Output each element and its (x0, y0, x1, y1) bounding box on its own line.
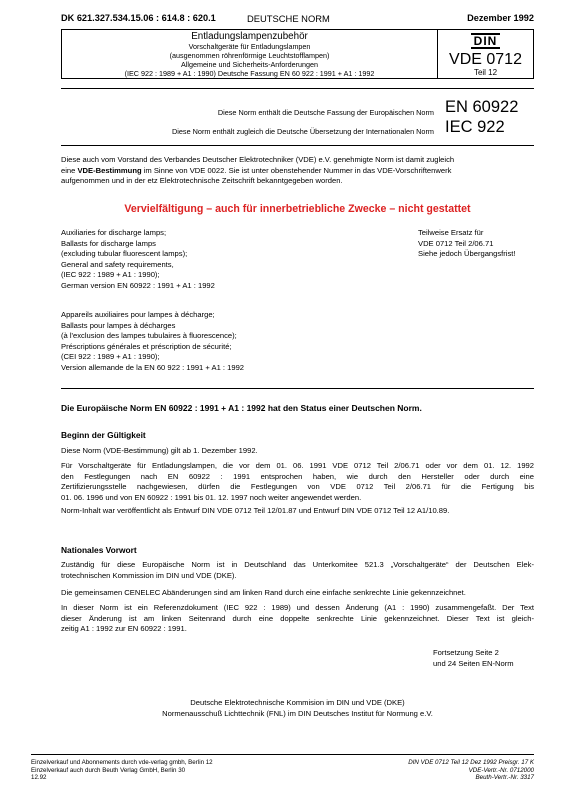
footer-line (31, 754, 534, 755)
classification-number: DK 621.327.534.15.06 : 614.8 : 620.1 (61, 13, 216, 23)
norm-statement-iec: Diese Norm enthält zugleich die Deutsche Übersetzung der Internationalen Norm (171, 127, 434, 136)
din-logo: DIN (471, 33, 501, 49)
document-title: Entladungslampenzubehör (191, 31, 308, 42)
copy-notice: Vervielfältigung – auch für innerbetriebliche Zwecke – nicht gestattet (124, 203, 471, 215)
title-box (61, 29, 534, 79)
foreword-heading: Nationales Vorwort (61, 545, 137, 555)
separator-line (61, 145, 534, 146)
norm-code-iec: IEC 922 (445, 118, 505, 136)
footer-sales-info: Einzelverkauf und Abonnements durch vde-verlag gmbh, Berlin 12 Einzelverkauf auch durch Beuth Verlag GmbH, Berlin 30 12.92 (31, 759, 213, 782)
norm-code-en: EN 60922 (445, 98, 519, 116)
replacement-note: Teilweise Ersatz für VDE 0712 Teil 2/06.71 Siehe jedoch Übergangsfrist! (418, 228, 516, 259)
status-statement: Die Europäische Norm EN 60922 : 1991 + A1 : 1992 hat den Status einer Deutschen Norm. (61, 403, 422, 413)
validity-paragraph-2: Für Vorschaltgeräte für Entladungslampen, die vor dem 01. 06. 1991 VDE 0712 Teil 2/06.71 oder vor dem 01. 12. 1992 den Festlegungen nach EN 60922 : 1991 entsprochen haben, wie durch den Hersteller oder durch eine Zertifizierungsstelle nachgewiesen, dürfen die Festlegungen von VDE 0712 Teil 2/06.71 für die Fertigung bis 01. 06. 1996 und von EN 60922 : 1991 bis 01. 12. 1997 noch weiter angewendet werden. (61, 461, 534, 502)
continuation-note: Fortsetzung Seite 2 und 24 Seiten EN-Norm (433, 648, 514, 668)
vde-number: VDE 0712 (449, 51, 522, 68)
separator-line (61, 388, 534, 389)
foreword-paragraph-2: Die gemeinsamen CENELEC Abänderungen sind am linken Rand durch eine einfache senkrechte Linie gekennzeichnet. (61, 588, 466, 597)
footer-order-info: DIN VDE 0712 Teil 12 Dez 1992 Preisgr. 17 K VDE-Vertr.-Nr. 0712000 Beuth-Vertr.-Nr. 3317 (408, 759, 534, 782)
part-number: Teil 12 (473, 68, 498, 77)
issue-date: Dezember 1992 (467, 13, 534, 23)
norm-statement-en: Diese Norm enthält die Deutsche Fassung der Europäischen Norm (217, 108, 434, 117)
validity-heading: Beginn der Gültigkeit (61, 430, 146, 440)
din-vde-box (438, 30, 533, 78)
french-title: Appareils auxiliaires pour lampes à décharge; Ballasts pour lampes à décharges (à l'exclusion des lampes tubulaires à fluorescence); Préscriptions générales et préscription de sécurité; (CEI 922 : 1989 + A1 : 1990); Version allemande de la EN 60 922 : 1991 + A1 : 1992 (61, 310, 245, 372)
english-title: Auxiliaries for discharge lamps; Ballasts for discharge lamps (excluding tubular fluorescent lamps); General and safety requirements, (IEC 922 : 1989 + A1 : 1990); German version EN 60922 : 1991 + A1 : 1992 (61, 228, 215, 290)
validity-paragraph-1: Diese Norm (VDE-Bestimmung) gilt ab 1. Dezember 1992. (61, 446, 258, 455)
foreword-paragraph-3: In dieser Norm ist ein Referenzdokument (IEC 922 : 1989) und dessen Änderung (A1 : 1990) zusammengefaßt. Der Text dieser Änderung ist am linken Seitenrand durch eine doppelte senkrechte Linie gekennzeichnet. Dieser Text ist gleich- zeitig A1 : 1992 zur EN 60922 : 1991. (61, 603, 534, 634)
separator-line (61, 88, 534, 89)
issuing-body: Deutsche Elektrotechnische Kommision im DIN und VDE (DKE) Normenausschuß Lichttechnik (FNL) im DIN Deutsches Institut für Normung e.V. (162, 698, 433, 718)
document-subtitle: Vorschaltgeräte für Entladungslampen (ausgenommen röhrenförmige Leuchtstofflampen) Allgemeine und Sicherheits-Anforderungen (IEC 922 : 1989 + A1 : 1990) Deutsche Fassung EN 60 922 : 1991 + A1 : 1992 (124, 42, 375, 78)
norm-type: DEUTSCHE NORM (247, 13, 330, 24)
intro-paragraph: Diese auch vom Vorstand des Verbandes Deutscher Elektrotechniker (VDE) e.V. genehmigte Norm ist damit zugleich eine VDE-Bestimmung im Sinne von VDE 0022. Sie ist unter obenstehender Nummer in das VDE-Vorschriftenwerk aufgenommen und in der etz Elektrotechnische Zeitschrift bekanntgegeben worden. (61, 155, 455, 186)
foreword-paragraph-1: Zuständig für diese Europäische Norm ist in Deutschland das Unterkomitee 521.3 „Vorschaltgeräte“ der Deutschen Elek- trotechnischen Kommission im DIN und VDE (DKE). (61, 560, 534, 580)
validity-paragraph-3: Norm-Inhalt war veröffentlicht als Entwurf DIN VDE 0712 Teil 12/01.87 und Entwurf DIN VDE 0712 Teil 12 A1/10.89. (61, 506, 450, 515)
